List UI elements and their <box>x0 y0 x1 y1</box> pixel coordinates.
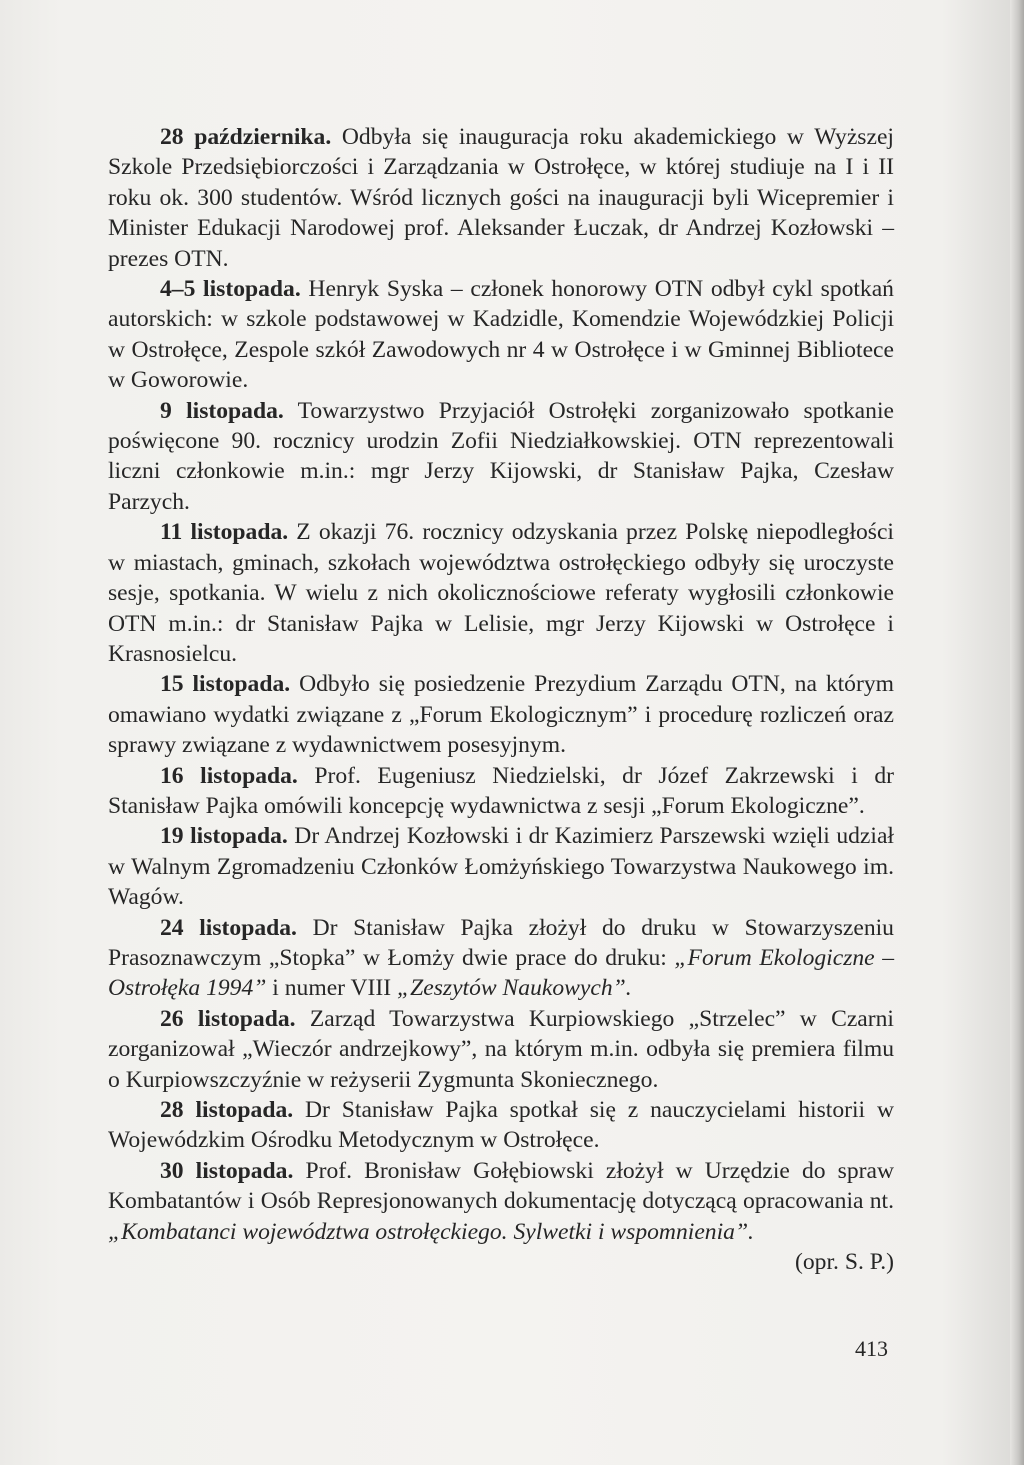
entry-text: Dr Stanisław Pajka złożył do druku w Stowarzyszeniu Prasoznawczym „Stopka” w Łomży dwie prace do druku: <box>108 914 894 971</box>
entry-11-listopada <box>108 517 894 669</box>
entry-date: 26 listopada. <box>160 1005 296 1032</box>
entry-16-listopada <box>108 761 894 822</box>
entry-15-listopada <box>108 669 894 760</box>
entry-28-pazdziernika <box>108 122 894 274</box>
entry-26-listopada <box>108 1004 894 1095</box>
entry-date: 28 października. <box>160 124 332 150</box>
entry-text: Odbyła się inauguracja roku akademickiego w Wyższej Szkole Przedsiębiorczości i Zarządzania w Ostrołęce, w której studiuje na I i II roku ok. 300 studentów. Wśród licznych gości na inauguracji byli Wicepremier i Minister Edukacji Narodowej prof. Aleksander Łuczak, dr Andrzej Kozłowski – prezes OTN. <box>108 124 894 272</box>
entry-title-italic: „Forum Ekologiczne – Ostrołęka 1994” <box>108 944 895 1002</box>
author-signoff: (opr. S. P.) <box>795 1249 894 1276</box>
entry-9-listopada <box>108 396 894 518</box>
entry-text: Z okazji 76. rocznicy odzyskania przez Polskę niepodległości w miastach, gminach, szkołach województwa ostrołęckiego odbyły się uroczyste sesje, spotkania. W wielu z nich okolicznościowe referaty wygłosili członkowie OTN m.in.: dr Stanisław Pajka w Lelisie, mgr Jerzy Kijowski w Ostrołęce i Krasnosielcu. <box>108 519 894 667</box>
entry-date: 9 listopada. <box>160 397 284 424</box>
page-number: 413 <box>855 1336 888 1361</box>
page-edge-shadow <box>1010 0 1024 1465</box>
entry-title-italic: „Zeszytów Naukowych”. <box>397 975 632 1002</box>
entry-19-listopada <box>108 821 894 912</box>
entry-text: Prof. Bronisław Gołębiowski złożył w Urzędzie do spraw Kombatantów i Osób Represjonowanych dokumentację dotyczącą opracowania nt. <box>108 1157 894 1215</box>
entry-text: Henryk Syska – członek honorowy OTN odbył cykl spotkań autorskich: w szkole podstawowej w Kadzidle, Komendzie Wojewódzkiej Policji w Ostrołęce, Zespole szkół Zawodowych nr 4 w Ostrołęce i w Gminnej Bibliotece w Goworowie. <box>108 276 894 394</box>
entry-4-5-listopada <box>108 274 894 396</box>
chronicle-text <box>108 122 894 1277</box>
entry-date: 19 listopada. <box>160 823 288 850</box>
entry-title-italic: „Kombatanci województwa ostrołęckiego. Sylwetki i wspomnienia”. <box>108 1218 754 1245</box>
entry-date: 11 listopada. <box>160 519 289 546</box>
entry-date: 28 listopada. <box>160 1097 294 1123</box>
entry-text: i numer VIII <box>266 975 397 1002</box>
entry-date: 15 listopada. <box>160 671 291 698</box>
entry-date: 24 listopada. <box>160 914 297 941</box>
entry-date: 4–5 listopada. <box>160 276 301 303</box>
entry-text: Zarząd Towarzystwa Kurpiowskiego „Strzelec” w Czarni zorganizował „Wieczór andrzejkowy”, na którym m.in. odbyła się premiera filmu o Kurpiowszczyźnie w reżyserii Zygmunta Skoniecznego. <box>108 1005 894 1093</box>
entry-28-listopada <box>108 1095 894 1156</box>
entry-text: Dr Andrzej Kozłowski i dr Kazimierz Parszewski wzięli udział w Walnym Zgromadzeniu Członków Łomżyńskiego Towarzystwa Naukowego im. Wagów. <box>108 823 894 911</box>
entry-text: Towarzystwo Przyjaciół Ostrołęki zorganizowało spotkanie poświęcone 90. rocznicy urodzin Zofii Niedziałkowskiej. OTN reprezentowali liczni członkowie m.in.: mgr Jerzy Kijowski, dr Stanisław Pajka, Czesław Parzych. <box>108 397 894 515</box>
entry-date: 30 listopada. <box>160 1157 294 1184</box>
entry-text: Dr Stanisław Pajka spotkał się z nauczycielami historii w Wojewódzkim Ośrodku Metodycznym w Ostrołęce. <box>108 1097 894 1154</box>
entry-text: Prof. Eugeniusz Niedzielski, dr Józef Zakrzewski i dr Stanisław Pajka omówili koncepcję wydawnictwa z sesji „Forum Ekologiczne”. <box>108 762 894 819</box>
entry-30-listopada <box>108 1156 894 1276</box>
entry-text: Odbyło się posiedzenie Prezydium Zarządu OTN, na którym omawiano wydatki związane z „Forum Ekologicznym” i procedurę rozliczeń oraz sprawy związane z wydawnictwem posesyjnym. <box>108 671 894 759</box>
entry-24-listopada <box>108 913 894 1004</box>
entry-date: 16 listopada. <box>160 762 298 789</box>
